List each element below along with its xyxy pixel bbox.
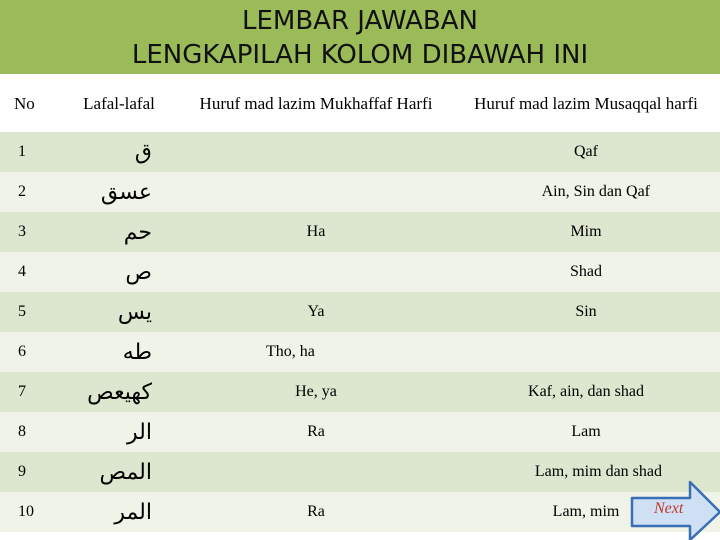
table-row	[0, 492, 720, 532]
cell-lafal: المر	[58, 492, 180, 532]
cell-no: 2	[0, 172, 58, 212]
cell-mukhaffaf	[180, 172, 452, 212]
cell-musaqqal: Qaf	[452, 132, 720, 172]
cell-mukhaffaf: Ha	[180, 212, 452, 252]
table-row	[0, 332, 720, 372]
cell-mukhaffaf: Tho, ha	[180, 332, 452, 372]
table-row	[0, 252, 720, 292]
cell-musaqqal	[452, 332, 720, 372]
header-lafal: Lafal-lafal	[58, 74, 180, 132]
cell-no: 4	[0, 252, 58, 292]
cell-mukhaffaf: Ra	[180, 492, 452, 532]
table-row	[0, 212, 720, 252]
cell-lafal: الر	[58, 412, 180, 452]
next-label[interactable]: Next	[654, 500, 684, 517]
cell-musaqqal: Kaf, ain, dan shad	[452, 372, 720, 412]
table-row	[0, 292, 720, 332]
title-line-1: LEMBAR JAWABAN	[241, 6, 479, 36]
cell-lafal: حم	[58, 212, 180, 252]
cell-musaqqal: Ain, Sin dan Qaf	[452, 172, 720, 212]
cell-musaqqal: Lam, mim	[452, 492, 720, 532]
header-no: No	[0, 74, 58, 132]
title-line-2: LENGKAPILAH KOLOM DIBAWAH INI	[131, 40, 589, 70]
cell-musaqqal: Lam	[452, 412, 720, 452]
cell-musaqqal: Sin	[452, 292, 720, 332]
cell-lafal: المص	[58, 452, 180, 492]
cell-musaqqal: Mim	[452, 212, 720, 252]
cell-mukhaffaf: He, ya	[180, 372, 452, 412]
header-musaqqal: Huruf mad lazim Musaqqal harfi	[452, 74, 720, 132]
header-mukhaffaf: Huruf mad lazim Mukhaffaf Harfi	[180, 74, 452, 132]
cell-no: 3	[0, 212, 58, 252]
table-row	[0, 412, 720, 452]
cell-musaqqal: Shad	[452, 252, 720, 292]
cell-lafal: طه	[58, 332, 180, 372]
cell-no: 7	[0, 372, 58, 412]
cell-mukhaffaf: Ra	[180, 412, 452, 452]
cell-lafal: ق	[58, 132, 180, 172]
cell-lafal: يس	[58, 292, 180, 332]
cell-no: 9	[0, 452, 58, 492]
page-title	[0, 4, 720, 72]
cell-no: 6	[0, 332, 58, 372]
table-row	[0, 452, 720, 492]
cell-no: 10	[0, 492, 58, 532]
cell-no: 5	[0, 292, 58, 332]
cell-lafal: عسق	[58, 172, 180, 212]
cell-lafal: ص	[58, 252, 180, 292]
cell-mukhaffaf	[180, 252, 452, 292]
table-row	[0, 372, 720, 412]
cell-no: 1	[0, 132, 58, 172]
cell-mukhaffaf: Ya	[180, 292, 452, 332]
cell-mukhaffaf	[180, 132, 452, 172]
cell-no: 8	[0, 412, 58, 452]
cell-musaqqal: Lam, mim dan shad	[452, 452, 720, 492]
answer-table	[0, 74, 720, 532]
table-row	[0, 172, 720, 212]
cell-lafal: كهيعص	[58, 372, 180, 412]
cell-mukhaffaf	[180, 452, 452, 492]
table-row	[0, 132, 720, 172]
table-header-row	[0, 74, 720, 132]
